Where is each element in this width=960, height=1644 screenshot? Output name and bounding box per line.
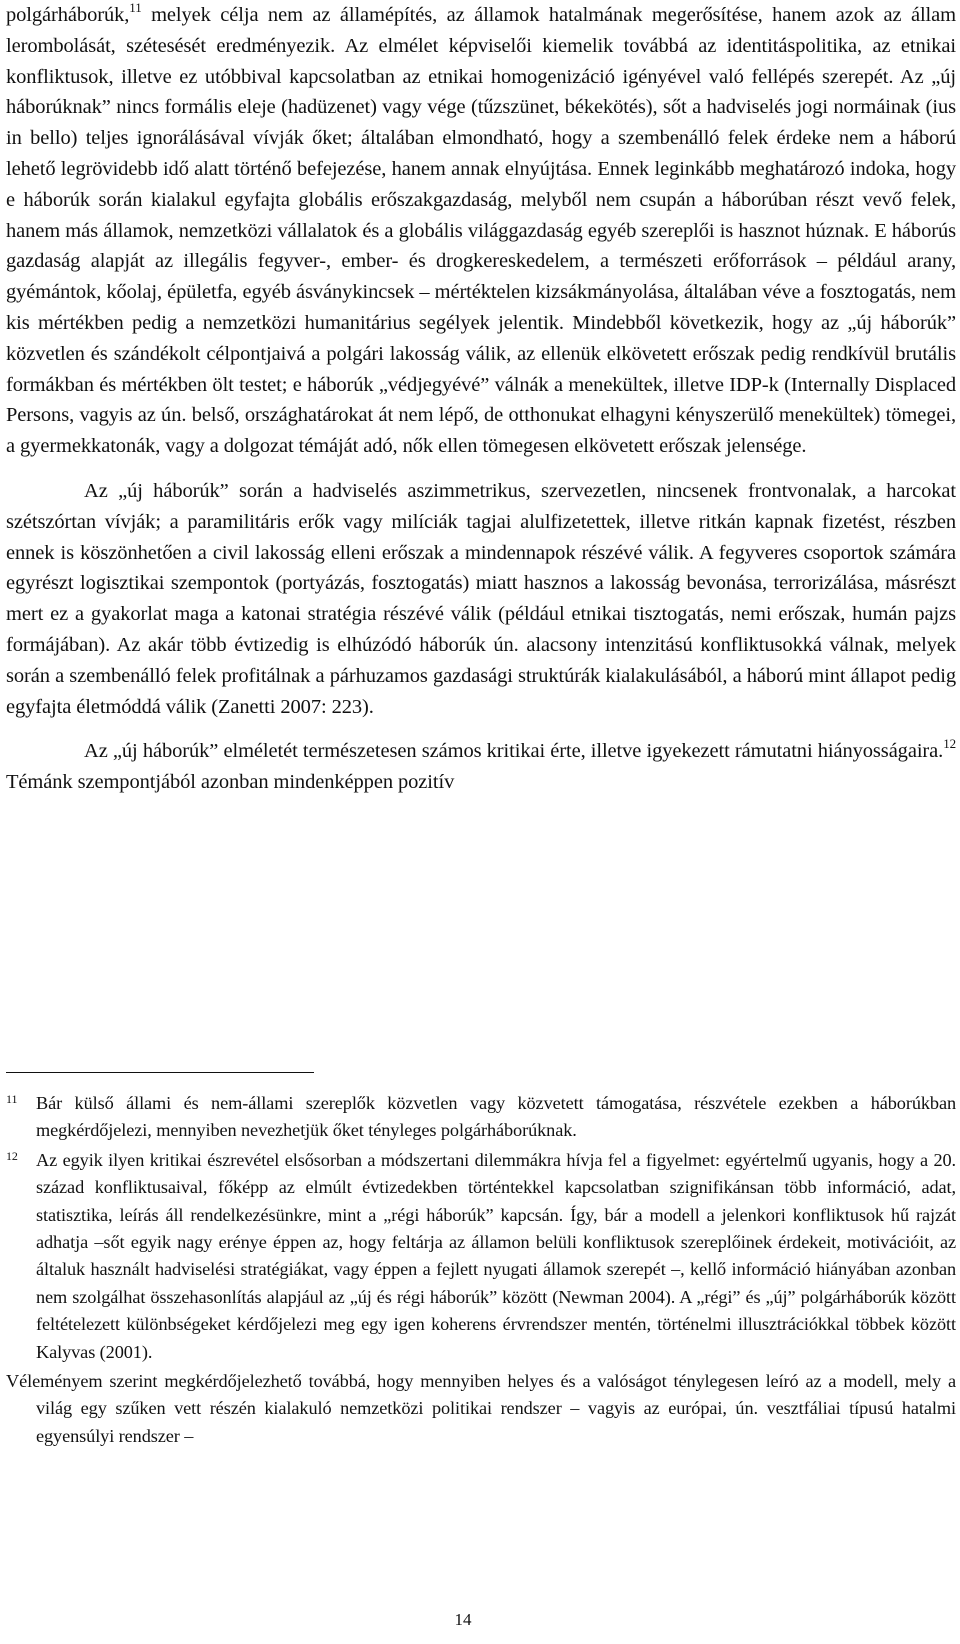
footnote-11 <box>6 1090 956 1145</box>
paragraph-3 <box>6 736 956 798</box>
footnote-11-number: 11 <box>6 1092 18 1106</box>
paragraph-1-start: polgárháborúk, <box>6 4 130 26</box>
footnotes <box>6 1090 956 1452</box>
footnote-12-text: Az egyik ilyen kritikai észrevétel elsősorban a módszertani dilemmákra hívja fel a figyelmet: egyértelmű ugyanis, hogy a 20. század konfliktusaival, főképp az elmúlt évtizedekben történtekkel kapcsolatban szignifikánsan több információ, adat, statisztika, leírás áll rendelkezésünkre, mint a „régi háborúk” kapcsán. Így, bár a modell a jelenkori konfliktusok hű rajzát adhatja –sőt egyik nagy erénye éppen az, hogy feltárja az államon belüli konfliktusok szereplőinek érdekeit, motivációit, az általuk használt hadviselési stratégiákat, vagy éppen a fejlett nyugati államok szerepét –, kellő információ hiányában azonban nem szolgálhat összehasonlítás alapjául az „új és régi háborúk” között (Newman 2004). A „régi” és „új” polgárháborúk között feltételezett különbségeket kérdőjelezi meg egy igen koherens érvrendszer mentén, történelmi illusztrációkkal többek között Kalyvas (2001). <box>36 1149 956 1362</box>
body-text <box>6 0 956 798</box>
footnote-separator <box>6 1072 314 1073</box>
paragraph-2: Az „új háborúk” során a hadviselés aszimmetrikus, szervezetlen, nincsenek frontvonalak, a harcokat szétszórtan vívják; a paramilitáris erők vagy milíciák tagjai alulfizetettek, illetve ritkán kapnak fizetést, részben ennek is köszönhetően a civil lakosság elleni erőszak a mindennapok részévé válik. A fegyveres csoportok számára egyrészt logisztikai szempontok (portyázás, fosztogatás) miatt hasznos a lakosság bevonása, terrorizálása, másrészt mert ez a gyakorlat maga a katonai stratégia részévé válik (például etnikai tisztogatás, nemi erőszak, humán pajzs formájában). Az akár több évtizedig is elhúzódó háborúk ún. alacsony intenzitású konfliktusokká válnak, melyek során a szembenálló felek profitálnak a párhuzamos gazdasági struktúrák kialakulásából, a háború mint állapot pedig egyfajta életmóddá válik (Zanetti 2007: 223). <box>6 479 956 718</box>
footnote-12 <box>6 1147 956 1366</box>
footnote-ref-12: 12 <box>943 736 956 752</box>
footnote-11-text: Bár külső állami és nem-állami szereplők közvetlen vagy közvetett támogatása, részvétele ezekben a háborúkban megkérdőjelezi, mennyiben nevezhetjük őket tényleges polgárháborúknak. <box>36 1093 956 1141</box>
footnote-12-number: 12 <box>6 1148 18 1163</box>
footnote-12-continuation: Véleményem szerint megkérdőjelezhető továbbá, hogy mennyiben helyes és a valóságot ténylegesen leíró az a modell, mely a világ egy szűken vett részén kialakuló nemzetközi politikai rendszer – vagyis az európai, ún. vesztfáliai típusú hatalmi egyensúlyi rendszer – <box>6 1371 956 1446</box>
paragraph-1-rest: melyek célja nem az államépítés, az államok hatalmának megerősítése, hanem azok az állam lerombolását, szétesését eredményezik. Az elmélet képviselői kiemelik továbbá az identitáspolitika, az etnikai konfliktusok, illetve ez utóbbival kapcsolatban az etnikai homogenizáció igényével való fellépés szerepét. Az „új háborúknak” nincs formális eleje (hadüzenet) vagy vége (tűzszünet, békekötés), sőt a hadviselés jogi normáinak (ius in bello) teljes ignorálásával vívják őket; általában elmondható, hogy a szembenálló felek érdeke nem a háború lehető legrövidebb idő alatt történő befejezése, hanem annak elnyújtása. Ennek leginkább meghatározó indoka, hogy e háborúk során kialakul egyfajta globális erőszakgazdaság, melyből nem csupán a háborúban részt vevő felek, hanem más államok, nemzetközi vállalatok és a globális világgazdaság egyéb szereplői is hasznot húznak. E háborús gazdaság alapját az illegális fegyver-, ember- és drogkereskedelem, a természeti erőforrások – például arany, gyémántok, kőolaj, épületfa, egyéb ásványkincsek – mértéktelen kizsákmányolása, általában véve a fosztogatás, nem kis mértékben pedig a nemzetközi humanitárius segélyek jelentik. Mindebből következik, hogy az „új háborúk” közvetlen és szándékolt célpontjaivá a polgári lakosság válik, az ellenük elkövetett erőszak pedig rendkívül brutális formákban és mértékben ölt testet; e háborúk „védjegyévé” válnák a menekültek, illetve IDP-k (Internally Displaced Persons, vagyis az ún. belső, országhatárokat át nem lépő, de otthonukat elhagyni kényszerülő menekültek) tömegei, a gyermekkatonák, vagy a dolgozat témáját adó, nők ellen tömegesen elkövetett erőszak jelensége. <box>6 4 956 458</box>
paragraph-3-rest: Témánk szempontjából azonban mindenképpen pozitív <box>6 771 455 794</box>
paragraph-3-start: Az „új háborúk” elméletét természetesen számos kritikai érte, illetve igyekezett rámutatni hiányosságaira. <box>84 740 944 763</box>
paragraph-1 <box>6 0 956 462</box>
footnote-ref-11: 11 <box>129 0 142 15</box>
page-number: 14 <box>454 1610 472 1629</box>
